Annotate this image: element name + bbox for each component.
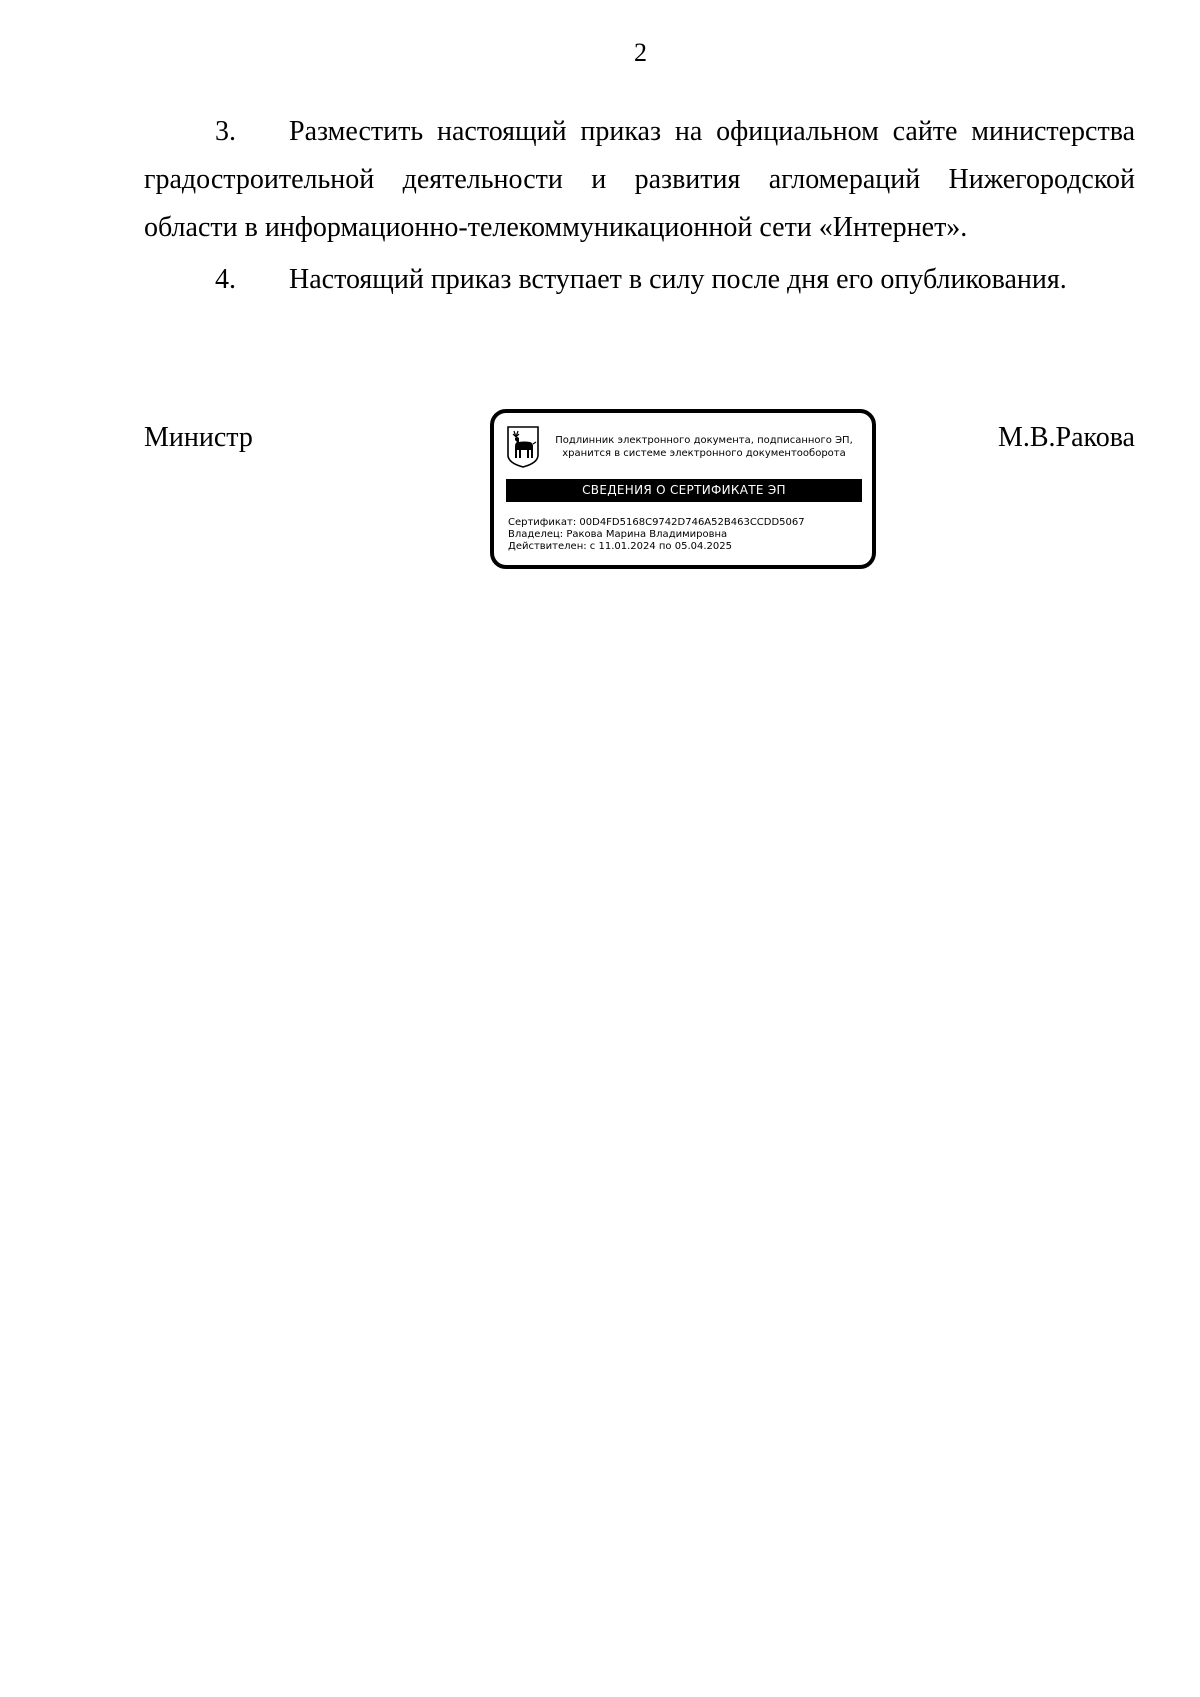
certificate-owner: Владелец: Ракова Марина Владимировна bbox=[508, 529, 728, 540]
stamp-header-line: хранится в системе электронного документооборота bbox=[562, 448, 846, 459]
paragraph-line: области в информационно-телекоммуникационной сети «Интернет». bbox=[144, 212, 968, 243]
paragraph-line bbox=[144, 108, 1135, 156]
paragraph-number: 3. bbox=[215, 116, 236, 147]
paragraph-3 bbox=[144, 108, 1135, 252]
stamp-header-line: Подлинник электронного документа, подписанного ЭП, bbox=[555, 435, 853, 446]
certificate-number: Сертификат: 00D4FD5168C9742D746A52B463CCDD5067 bbox=[508, 517, 805, 528]
signature-stamp bbox=[490, 409, 876, 569]
signer-name: М.В.Ракова bbox=[997, 422, 1135, 453]
certificate-validity: Действителен: с 11.01.2024 по 05.04.2025 bbox=[508, 541, 732, 552]
page-number: 2 bbox=[634, 38, 647, 67]
paragraph-number: 4. bbox=[215, 264, 236, 295]
stamp-title-bar: СВЕДЕНИЯ О СЕРТИФИКАТЕ ЭП bbox=[506, 479, 862, 502]
paragraph-line bbox=[144, 256, 1135, 304]
stamp-header bbox=[544, 434, 864, 460]
paragraph-line: градостроительной деятельности и развития агломераций Нижегородской bbox=[144, 164, 1135, 195]
signer-title: Министр bbox=[144, 422, 253, 453]
deer-coat-of-arms-icon bbox=[506, 425, 540, 469]
paragraph-text: Разместить настоящий приказ на официальном сайте министерства bbox=[289, 116, 1135, 147]
stamp-details bbox=[508, 517, 868, 553]
paragraph-text: Настоящий приказ вступает в силу после дня его опубликования. bbox=[289, 264, 1067, 295]
paragraph-4 bbox=[144, 256, 1135, 304]
